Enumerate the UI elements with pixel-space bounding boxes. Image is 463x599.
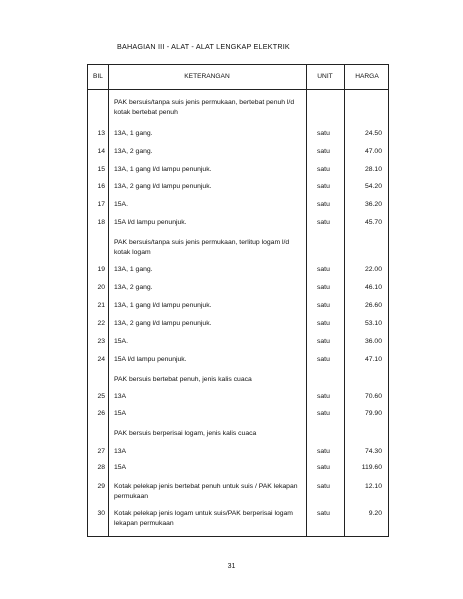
row-price: 47.00 <box>364 148 382 155</box>
header-bil: BIL <box>93 73 103 80</box>
row-bil: 28 <box>97 464 105 471</box>
row-description: 13A, 1 gang. <box>114 266 153 273</box>
row-bil: 21 <box>97 302 105 309</box>
row-bil: 26 <box>97 410 105 417</box>
row-description: 13A, 2 gang. <box>114 284 153 291</box>
row-price: 9.20 <box>368 510 382 517</box>
row-unit: satu <box>317 464 330 471</box>
row-unit: satu <box>317 266 330 273</box>
row-price: 36.20 <box>364 201 382 208</box>
row-description: 13A <box>114 393 127 400</box>
row-unit: satu <box>317 219 330 226</box>
row-price: 22.00 <box>364 266 382 273</box>
row-bil: 16 <box>97 183 105 190</box>
row-unit: satu <box>317 302 330 309</box>
row-description: 15A <box>114 464 127 471</box>
row-unit: satu <box>317 356 330 363</box>
group-heading: PAK bersuis bertebat penuh, jenis kalis cuaca <box>114 376 252 383</box>
row-unit: satu <box>317 483 330 490</box>
row-price: 119.60 <box>361 464 382 471</box>
row-bil: 13 <box>97 130 105 137</box>
row-unit: satu <box>317 510 330 517</box>
row-price: 28.10 <box>364 166 382 173</box>
row-bil: 22 <box>97 320 105 327</box>
header-keterangan: KETERANGAN <box>184 73 230 80</box>
row-price: 26.60 <box>364 302 382 309</box>
row-unit: satu <box>317 201 330 208</box>
row-bil: 29 <box>97 483 105 490</box>
row-bil: 18 <box>97 219 105 226</box>
row-unit: satu <box>317 393 330 400</box>
row-description: 13A <box>114 448 127 455</box>
row-unit: satu <box>317 320 330 327</box>
row-price: 45.70 <box>364 219 382 226</box>
row-price: 47.10 <box>364 356 382 363</box>
row-price: 24.50 <box>364 130 382 137</box>
row-description: 15A. <box>114 338 128 345</box>
row-price: 79.90 <box>364 410 382 417</box>
row-description: 15A l/d lampu penunjuk. <box>114 356 187 363</box>
row-price: 36.00 <box>364 338 382 345</box>
price-table <box>87 64 389 537</box>
row-description: 13A, 2 gang. <box>114 148 153 155</box>
row-bil: 19 <box>97 266 105 273</box>
row-price: 70.60 <box>364 393 382 400</box>
row-description: 15A. <box>114 201 128 208</box>
row-bil: 30 <box>97 510 105 517</box>
row-price: 74.30 <box>364 448 382 455</box>
header-divider <box>88 89 388 90</box>
header-unit: UNIT <box>317 73 333 80</box>
row-price: 46.10 <box>364 284 382 291</box>
column-divider <box>306 65 307 536</box>
row-bil: 27 <box>97 448 105 455</box>
group-heading: PAK bersuis/tanpa suis jenis permukaan, terlitup logam l/d kotak logam <box>114 239 290 256</box>
row-unit: satu <box>317 410 330 417</box>
page-number: 31 <box>227 563 236 570</box>
row-price: 53.10 <box>364 320 382 327</box>
row-bil: 20 <box>97 284 105 291</box>
column-divider <box>108 65 109 536</box>
row-description: 13A, 1 gang l/d lampu penunjuk. <box>114 166 212 173</box>
row-unit: satu <box>317 166 330 173</box>
row-description: Kotak pelekap jenis logam untuk suis/PAK berperisai logam lekapan permukaan <box>114 510 293 527</box>
row-description: 13A, 1 gang l/d lampu penunjuk. <box>114 302 212 309</box>
row-description: 13A, 2 gang l/d lampu penunjuk. <box>114 183 212 190</box>
row-bil: 15 <box>97 166 105 173</box>
row-unit: satu <box>317 284 330 291</box>
row-description: 15A l/d lampu penunjuk. <box>114 219 187 226</box>
row-unit: satu <box>317 183 330 190</box>
header-harga: HARGA <box>355 73 379 80</box>
row-unit: satu <box>317 448 330 455</box>
row-bil: 23 <box>97 338 105 345</box>
row-description: 13A, 2 gang l/d lampu penunjuk. <box>114 320 212 327</box>
row-price: 12.10 <box>364 483 382 490</box>
row-price: 54.20 <box>364 183 382 190</box>
group-heading: PAK bersuis berperisai logam, jenis kalis cuaca <box>114 430 257 437</box>
row-bil: 17 <box>97 201 105 208</box>
group-heading: PAK bersuis/tanpa suis jenis permukaan, bertebat penuh l/d kotak bertebat penuh <box>114 99 295 116</box>
row-bil: 24 <box>97 356 105 363</box>
row-description: 13A, 1 gang. <box>114 130 153 137</box>
row-description: Kotak pelekap jenis bertebat penuh untuk suis / PAK lekapan permukaan <box>114 483 298 500</box>
section-title: BAHAGIAN III - ALAT - ALAT LENGKAP ELEKTRIK <box>117 42 290 51</box>
row-unit: satu <box>317 130 330 137</box>
row-unit: satu <box>317 148 330 155</box>
row-bil: 14 <box>97 148 105 155</box>
row-unit: satu <box>317 338 330 345</box>
row-bil: 25 <box>97 393 105 400</box>
row-description: 15A <box>114 410 127 417</box>
